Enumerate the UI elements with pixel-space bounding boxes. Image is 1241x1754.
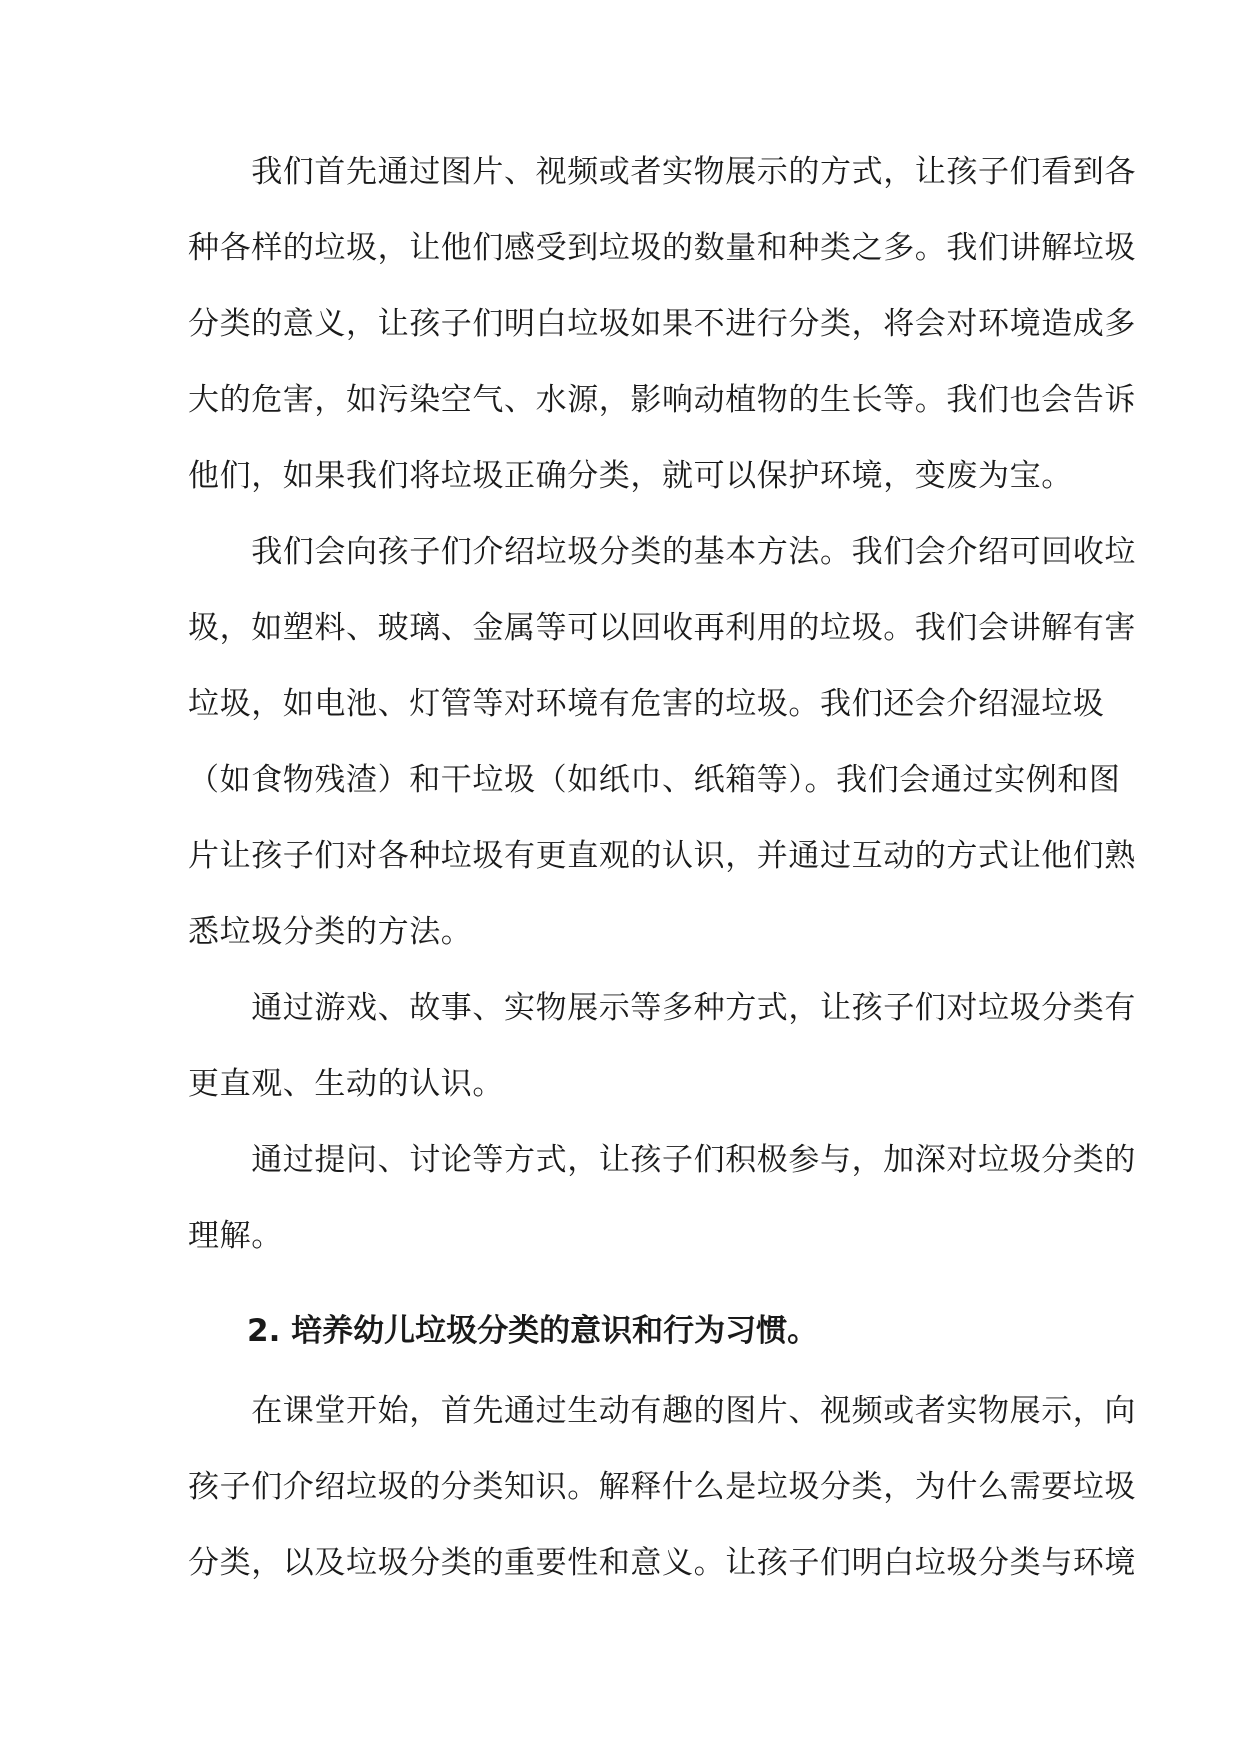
- paragraph-line: 他们，如果我们将垃圾正确分类，就可以保护环境，变废为宝。: [188, 458, 1073, 494]
- paragraph-line: 悉垃圾分类的方法。: [188, 914, 473, 950]
- paragraph-line: 片让孩子们对各种垃圾有更直观的认识，并通过互动的方式让他们熟: [188, 838, 1136, 874]
- paragraph-line: 孩子们介绍垃圾的分类知识。解释什么是垃圾分类，为什么需要垃圾: [188, 1469, 1136, 1505]
- paragraph-3: [188, 970, 1136, 1122]
- paragraph-5: [188, 1373, 1136, 1601]
- paragraph-line: 圾，如塑料、玻璃、金属等可以回收再利用的垃圾。我们会讲解有害: [188, 610, 1136, 646]
- paragraph-line: 分类的意义，让孩子们明白垃圾如果不进行分类，将会对环境造成多: [188, 306, 1136, 342]
- paragraph-4: [188, 1122, 1136, 1274]
- paragraph-line: 在课堂开始，首先通过生动有趣的图片、视频或者实物展示，向: [188, 1393, 1136, 1429]
- paragraph-line: 通过提问、讨论等方式，让孩子们积极参与，加深对垃圾分类的: [188, 1142, 1136, 1178]
- paragraph-line: 更直观、生动的认识。: [188, 1066, 504, 1102]
- paragraph-line: 垃圾，如电池、灯管等对环境有危害的垃圾。我们还会介绍湿垃圾: [188, 686, 1105, 722]
- paragraph-line: 我们首先通过图片、视频或者实物展示的方式，让孩子们看到各: [188, 154, 1136, 190]
- paragraph-line: 大的危害，如污染空气、水源，影响动植物的生长等。我们也会告诉: [188, 382, 1136, 418]
- paragraph-line: 我们会向孩子们介绍垃圾分类的基本方法。我们会介绍可回收垃: [188, 534, 1136, 570]
- paragraph-line: 分类，以及垃圾分类的重要性和意义。让孩子们明白垃圾分类与环境: [188, 1545, 1136, 1581]
- section-heading: 2. 培养幼儿垃圾分类的意识和行为习惯。: [247, 1313, 819, 1349]
- paragraph-line: 理解。: [188, 1218, 283, 1254]
- paragraph-line: 种各样的垃圾，让他们感受到垃圾的数量和种类之多。我们讲解垃圾: [188, 230, 1136, 266]
- paragraph-line: （如食物残渣）和干垃圾（如纸巾、纸箱等）。我们会通过实例和图: [188, 762, 1121, 798]
- paragraph-2: [188, 514, 1136, 970]
- paragraph-line: 通过游戏、故事、实物展示等多种方式，让孩子们对垃圾分类有: [188, 990, 1136, 1026]
- paragraph-1: [188, 134, 1136, 514]
